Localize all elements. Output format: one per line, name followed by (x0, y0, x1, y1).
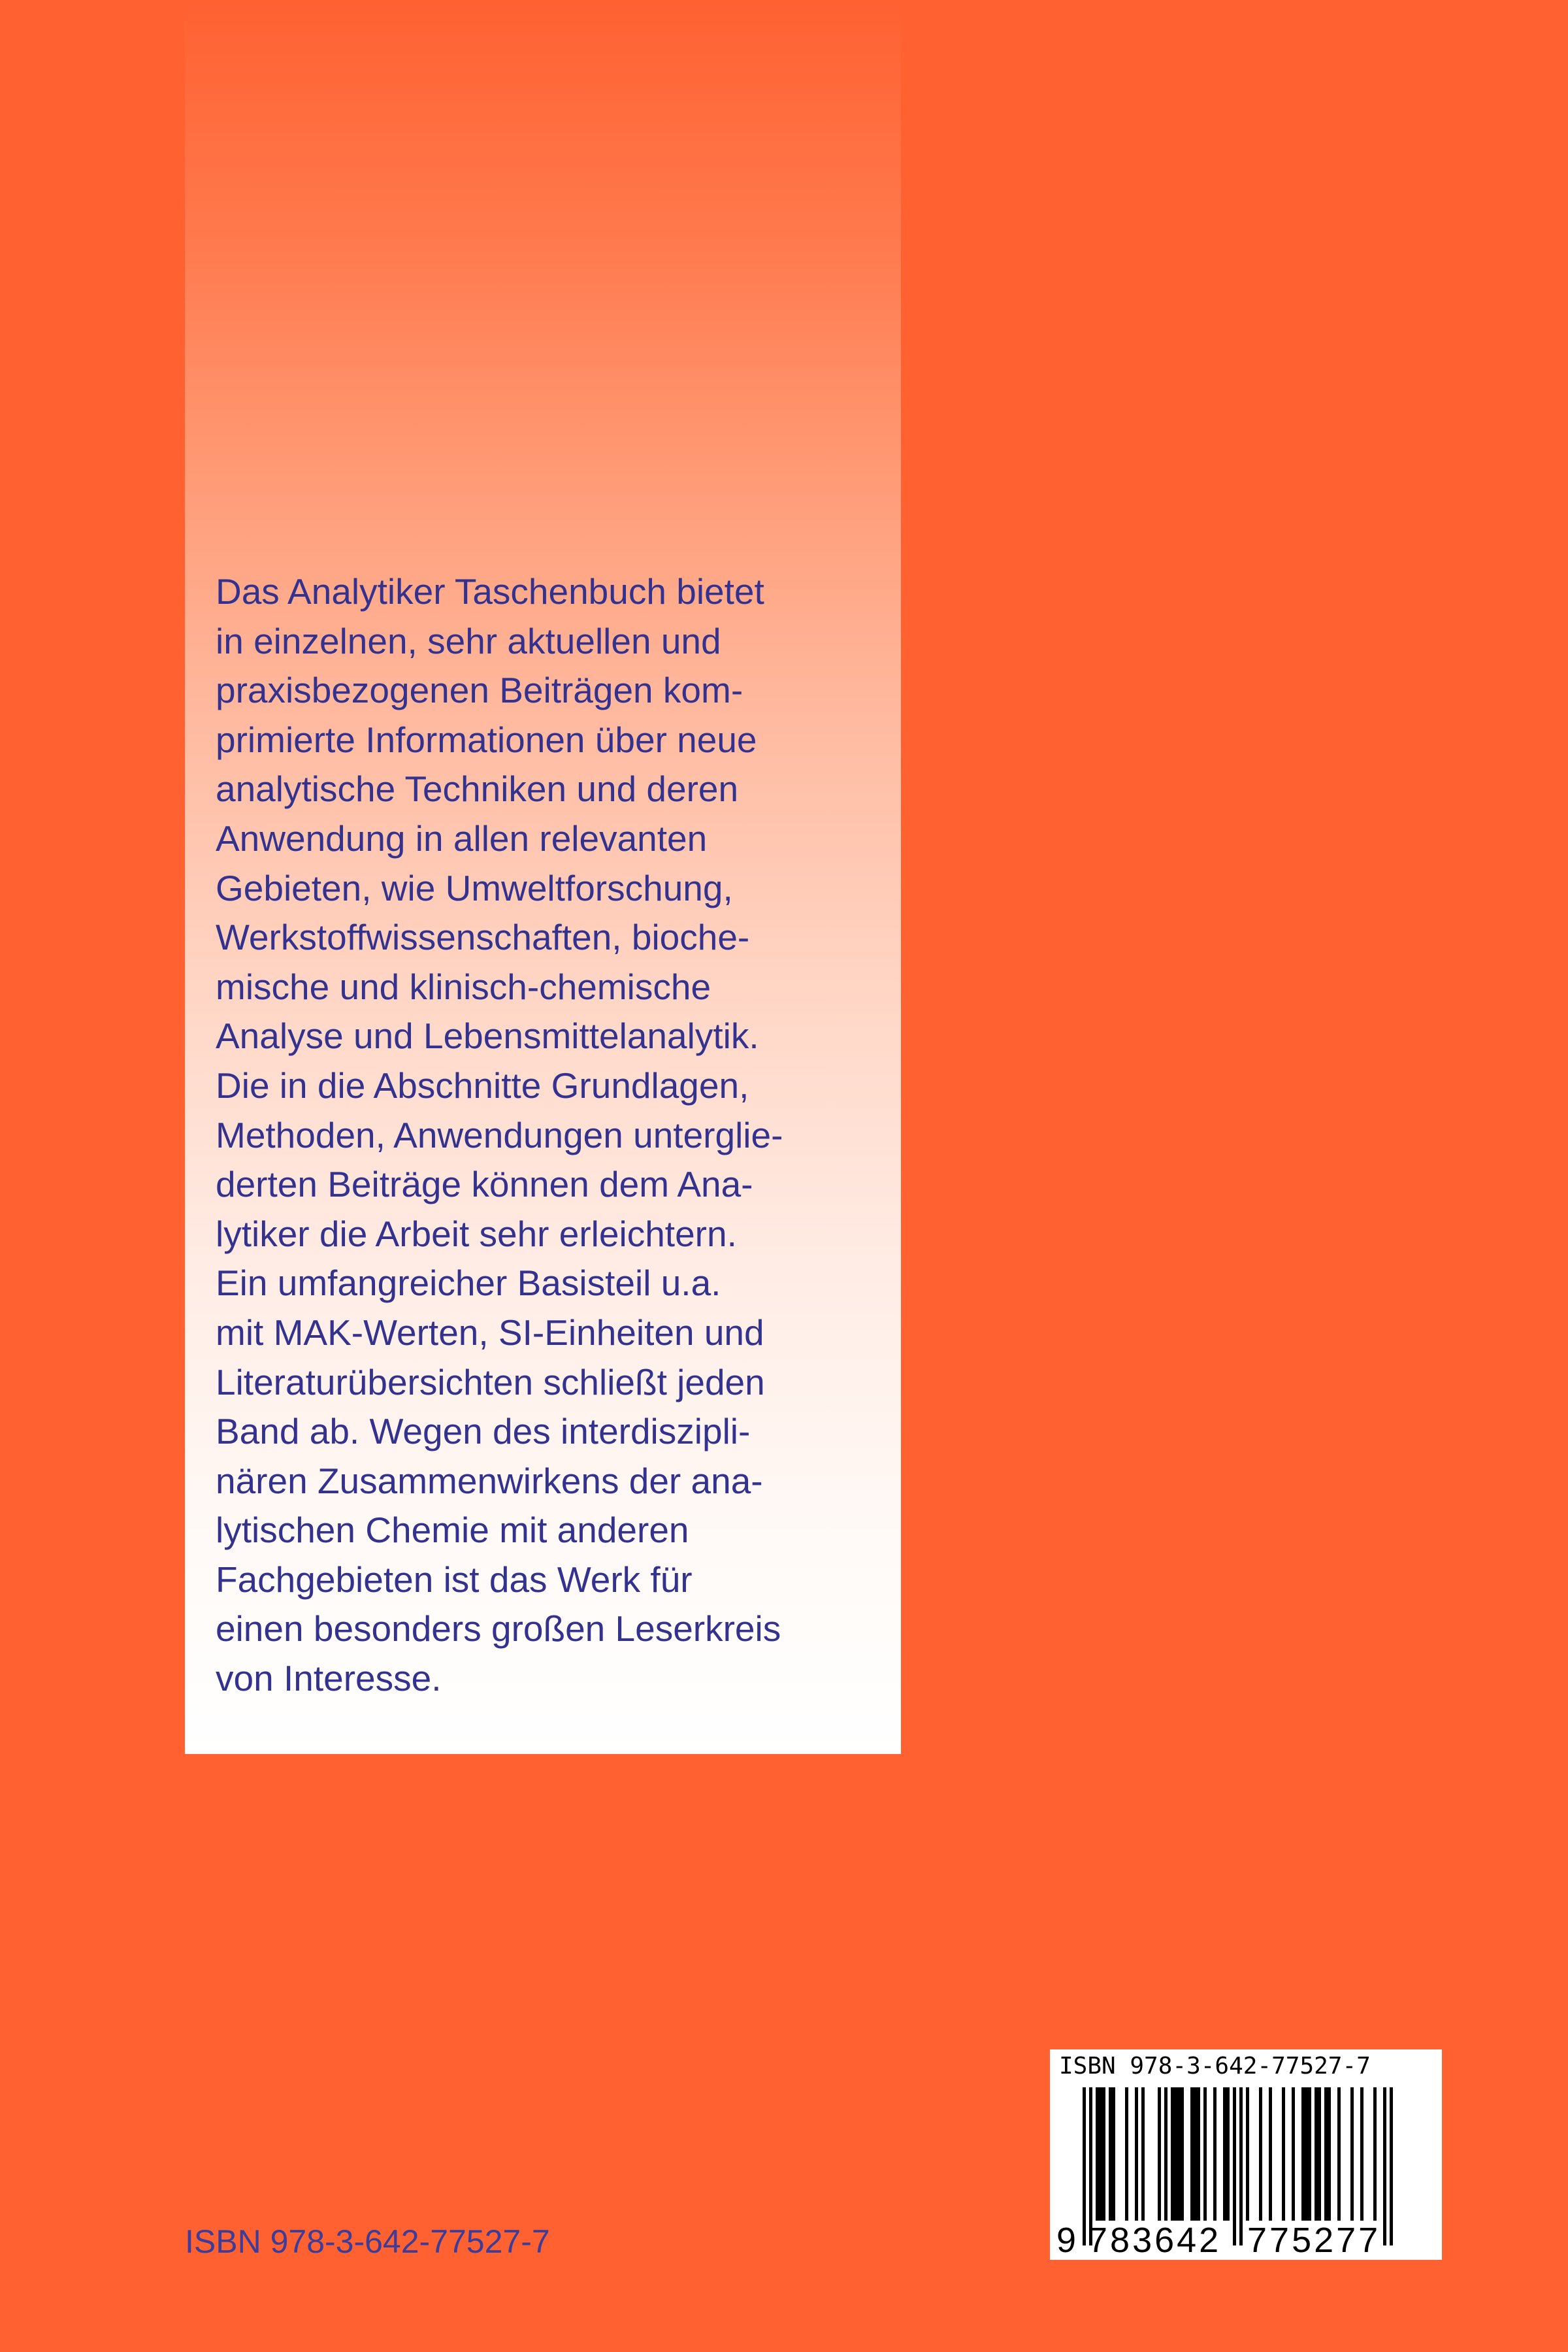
barcode-bar (1239, 2087, 1243, 2245)
barcode-bar (1109, 2087, 1115, 2221)
barcode (1050, 2049, 1442, 2260)
barcode-bar (1141, 2087, 1145, 2221)
blurb-line: Methoden, Anwendungen unterglie- (216, 1114, 783, 1155)
barcode-bar (1135, 2087, 1138, 2221)
barcode-bar (1203, 2087, 1207, 2221)
barcode-bar (1360, 2087, 1364, 2221)
blurb-line: in einzelnen, sehr aktuellen und (216, 620, 721, 661)
blurb-line: einen besonders großen Leserkreis (216, 1608, 781, 1649)
blurb-line: praxisbezogenen Beiträgen kom- (216, 670, 743, 711)
barcode-bar (1269, 2087, 1272, 2221)
blurb-line: mische und klinisch-chemische (216, 966, 711, 1007)
barcode-bar (1259, 2087, 1262, 2221)
blurb-text (216, 567, 895, 1704)
blurb-line: Band ab. Wegen des interdiszipli- (216, 1411, 751, 1452)
barcode-bar (1158, 2087, 1161, 2221)
blurb-line: lytiker die Arbeit sehr erleichtern. (216, 1213, 737, 1254)
barcode-bar (1390, 2087, 1393, 2245)
barcode-bar (1315, 2087, 1321, 2221)
barcode-bar (1190, 2087, 1200, 2221)
blurb-line: Gebieten, wie Umweltforschung, (216, 867, 733, 908)
barcode-bar (1125, 2087, 1128, 2221)
blurb-line: primierte Informationen über neue (216, 719, 757, 760)
barcode-bar (1301, 2087, 1311, 2221)
barcode-bar (1383, 2087, 1386, 2245)
barcode-bar (1083, 2087, 1086, 2245)
blurb-line: Anwendung in allen relevanten (216, 818, 708, 859)
blurb-line: derten Beiträge können dem Ana- (216, 1164, 753, 1205)
barcode-bar (1337, 2087, 1341, 2221)
barcode-bar (1096, 2087, 1105, 2221)
blurb-line: Analyse und Lebensmittelanalytik. (216, 1016, 759, 1057)
barcode-bar (1233, 2087, 1236, 2245)
barcode-bar (1213, 2087, 1217, 2221)
blurb-line: analytische Techniken und deren (216, 769, 739, 810)
isbn-text: ISBN 978-3-642-77527-7 (185, 2223, 550, 2260)
barcode-isbn-label: ISBN 978-3-642-77527-7 (1059, 2053, 1371, 2079)
barcode-bar (1350, 2087, 1354, 2221)
blurb-line: Werkstoffwissenschaften, bioche- (216, 917, 750, 958)
blurb-line: nären Zusammenwirkens der ana- (216, 1460, 763, 1501)
barcode-bar (1164, 2087, 1168, 2221)
barcode-bar (1373, 2087, 1377, 2221)
blurb-line: mit MAK-Werten, SI-Einheiten und (216, 1312, 764, 1353)
barcode-bar (1171, 2087, 1184, 2221)
blurb-line: lytischen Chemie mit anderen (216, 1510, 689, 1551)
barcode-bar (1324, 2087, 1331, 2221)
blurb-line: Ein umfangreicher Basisteil u.a. (216, 1263, 721, 1304)
barcode-bar (1282, 2087, 1285, 2221)
barcode-bar (1292, 2087, 1295, 2221)
barcode-digit-first: 9 (1056, 2221, 1077, 2260)
blurb-line: Literaturübersichten schließt jeden (216, 1361, 765, 1402)
barcode-digits-left: 783642 (1088, 2221, 1222, 2260)
barcode-digits-right: 775277 (1247, 2221, 1381, 2260)
blurb-line: von Interesse. (216, 1658, 442, 1699)
barcode-bar (1223, 2087, 1230, 2221)
blurb-line: Fachgebieten ist das Werk für (216, 1559, 693, 1600)
blurb-line: Das Analytiker Taschenbuch bietet (216, 571, 764, 612)
blurb-line: Die in die Abschnitte Grundlagen, (216, 1065, 749, 1106)
barcode-bar (1246, 2087, 1249, 2221)
